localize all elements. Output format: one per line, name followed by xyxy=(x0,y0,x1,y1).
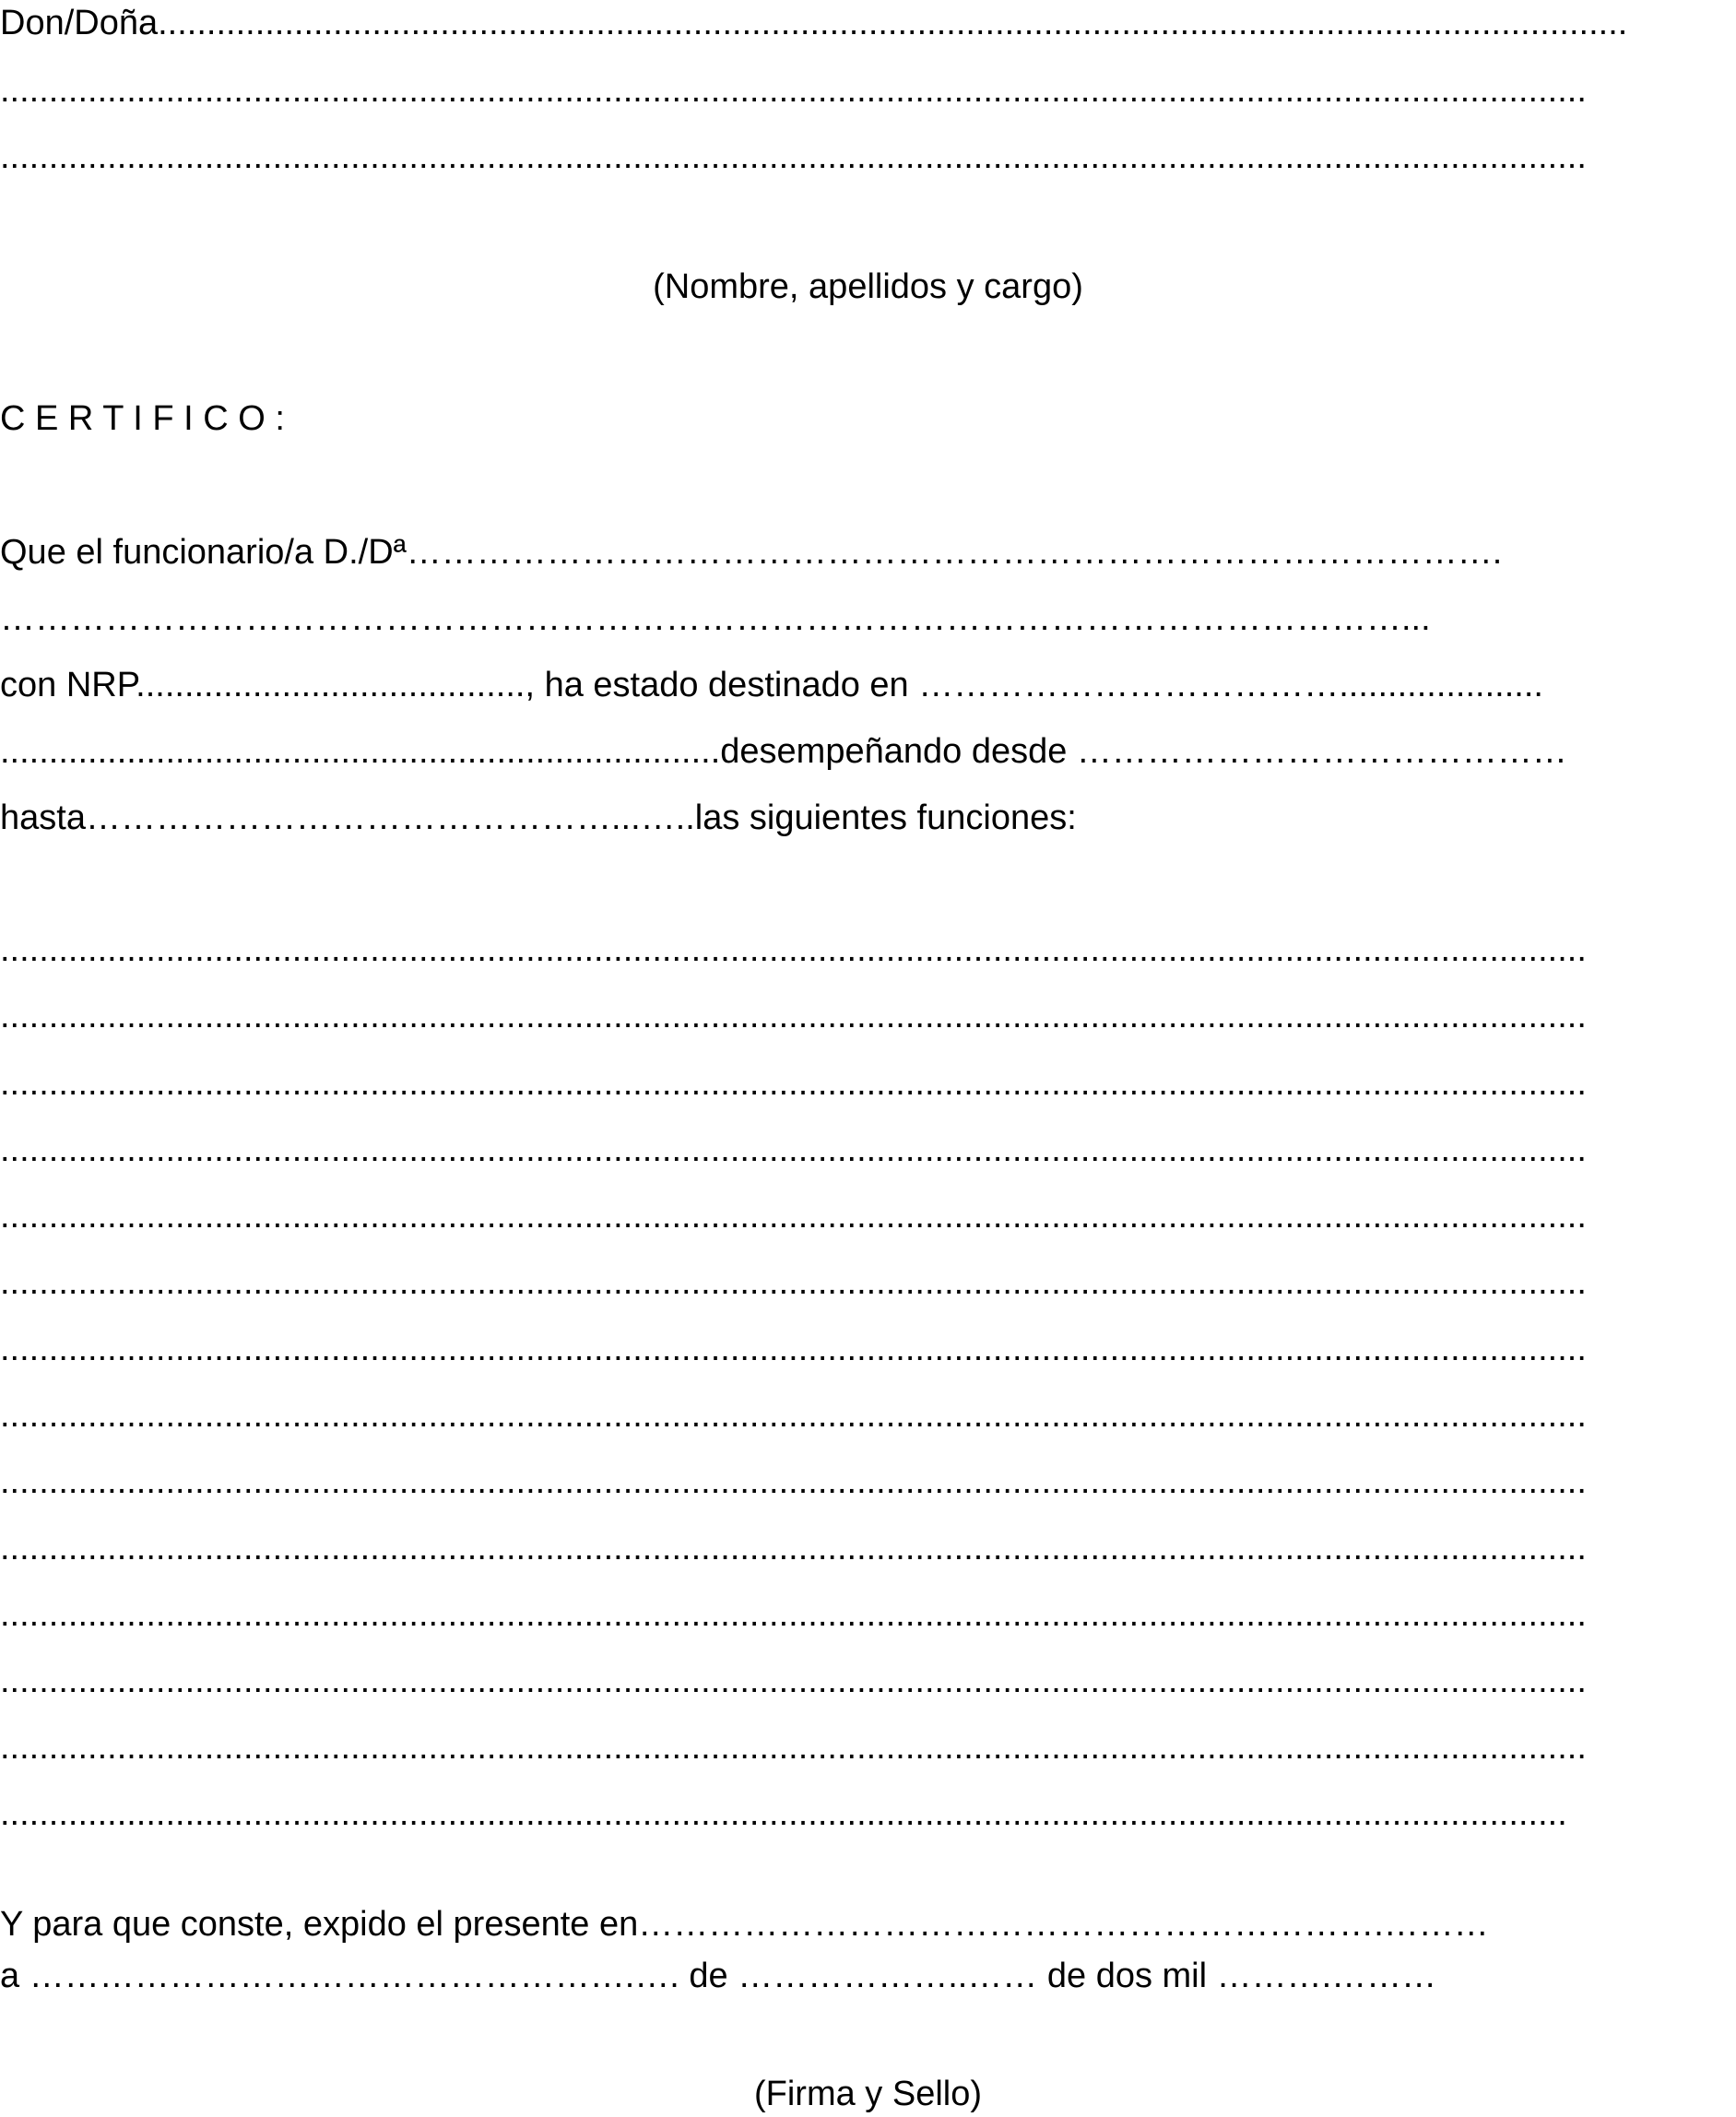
body-line-5: hasta………………………………………...…..las siguientes funciones: xyxy=(0,798,1077,837)
name-line-1: Don/Doña....................................................................................................................................................... xyxy=(0,4,1628,42)
name-line-2: ................................................................................................................................................................... xyxy=(0,71,1587,110)
closing-line-2: a …………………………………………….…. de ………………..…… de dos mil ……….……… xyxy=(0,1957,1437,1995)
functions-line: ................................................................................................................................................................... xyxy=(0,1728,1587,1767)
name-line-3: ................................................................................................................................................................... xyxy=(0,137,1587,176)
functions-line: ................................................................................................................................................................... xyxy=(0,1462,1587,1501)
functions-line: ................................................................................................................................................................... xyxy=(0,1330,1587,1368)
functions-line: ................................................................................................................................................................... xyxy=(0,930,1587,969)
functions-line: ................................................................................................................................................................... xyxy=(0,1197,1587,1236)
signature-caption: (Firma y Sello) xyxy=(753,2075,983,2113)
functions-line: ................................................................................................................................................................... xyxy=(0,1396,1587,1435)
name-caption: (Nombre, apellidos y cargo) xyxy=(653,267,1083,306)
functions-line: ................................................................................................................................................................... xyxy=(0,1130,1587,1169)
certifico-heading: C E R T I F I C O : xyxy=(0,399,285,438)
functions-line: ................................................................................................................................................................... xyxy=(0,997,1587,1035)
functions-line: ................................................................................................................................................................. xyxy=(0,1794,1567,1833)
functions-line: ................................................................................................................................................................... xyxy=(0,1529,1587,1567)
body-line-4: ..........................................................................desempeñando desde …………………………………… xyxy=(0,732,1567,771)
body-line-1: Que el funcionario/a D./Dª…………………………………………………………………………………. xyxy=(0,533,1503,572)
functions-line: ................................................................................................................................................................... xyxy=(0,1263,1587,1302)
closing-line-1: Y para que conste, expido el presente en……………………………………………………….……… xyxy=(0,1905,1489,1944)
body-line-3: con NRP........................................, ha estado destinado en ………………………………..................... xyxy=(0,666,1543,704)
functions-line: ................................................................................................................................................................... xyxy=(0,1064,1587,1103)
body-line-2: …………………………………………………………………………………………………………... xyxy=(0,599,1431,638)
functions-line: ................................................................................................................................................................... xyxy=(0,1662,1587,1700)
functions-line: ................................................................................................................................................................... xyxy=(0,1595,1587,1634)
